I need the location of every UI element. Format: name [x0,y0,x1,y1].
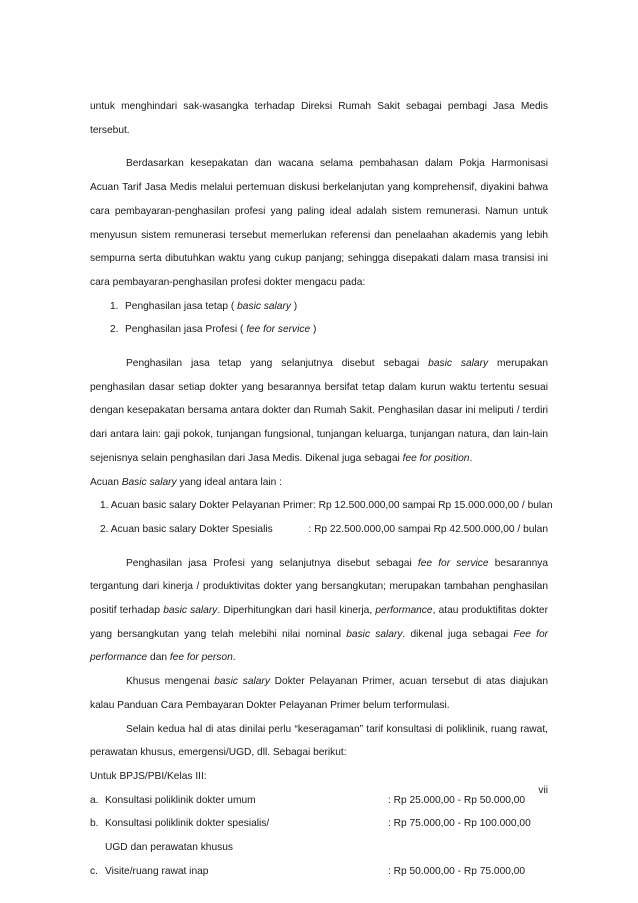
paragraph-khusus: Khusus mengenai basic salary Dokter Pelayanan Primer, acuan tersebut di atas diajukan kalau Panduan Cara Pembayaran Dokter Pelayanan Primer belum terformulasi. [90,676,548,711]
salary-row: 2. Acuan basic salary Dokter Spesialis : Rp 22.500.000,00 sampai Rp 42.500.000,00 / bulan [100,523,548,535]
list-item: 2. Penghasilan jasa Profesi ( fee for service ) [110,324,317,336]
paragraph-fee-for-service: Penghasilan jasa Profesi yang selanjutnya disebut sebagai fee for service besarannya tergantung dari kinerja / produktivitas dokter yang bersangkutan; merupakan tambahan penghasilan positif terhadap basic salary. Diperhitungkan dari hasil kinerja, performance, atau produktifitas dokter yang bersangkutan yang telah melebihi nilai nominal basic salary. dikenal juga sebagai Fee for performance dan fee for person. [90,557,548,664]
paragraph-kesepakatan: Berdasarkan kesepakatan dan wacana selama pembahasan dalam Pokja Harmonisasi Acuan Tarif Jasa Medis melalui pertemuan diskusi berkelanjutan yang komprehensif, diyakini bahwa cara pembayaran-penghasilan profesi yang paling ideal adalah sistem remunerasi. Namun untuk menyusun sistem remunerasi tersebut memerlukan referensi dan penelaahan akademis yang lebih sempurna serta dibutuhkan waktu yang cukup panjang; sehingga disepakati dalam masa transisi ini cara pembayaran-penghasilan profesi dokter mengacu pada: [90,158,548,288]
paragraph-intro: untuk menghindari sak-wasangka terhadap Direksi Rumah Sakit sebagai pembagi Jasa Medis tersebut. [90,101,548,136]
bpjs-heading: Untuk BPJS/PBI/Kelas III: [90,770,207,782]
tariff-row: b. Konsultasi poliklinik dokter spesialis/ : Rp 75.000,00 - Rp 100.000,00 [90,818,531,830]
list-item: 1. Penghasilan jasa tetap ( basic salary ) [110,300,298,312]
page-body [90,95,553,884]
page-number: vii [538,785,548,796]
acuan-heading: Acuan Basic salary yang ideal antara lain : [90,476,282,488]
paragraph-keseragaman: Selain kedua hal di atas dinilai perlu “keseragaman” tarif konsultasi di poliklinik, ruang rawat, perawatan khusus, emergensi/UGD, dll. Sebagai berikut: [90,723,548,759]
tariff-row: a. Konsultasi poliklinik dokter umum : Rp 25.000,00 - Rp 50.000,00 [90,794,526,806]
tariff-row-continuation: UGD dan perawatan khusus [105,842,233,854]
paragraph-basic-salary: Penghasilan jasa tetap yang selanjutnya disebut sebagai basic salary merupakan penghasilan dasar setiap dokter yang besarannya bersifat tetap dalam kurun waktu tertentu sesuai dengan kesepakatan bersama antara dokter dan Rumah Sakit. Penghasilan dasar ini meliputi / terdiri dari antara lain: gaji pokok, tunjangan fungsional, tunjangan keluarga, tunjangan natura, dan lain-lain sejenisnya selain penghasilan dari Jasa Medis. Dikenal juga sebagai fee for position. [90,358,548,464]
payment-method-list [90,295,548,342]
salary-row: 1. Acuan basic salary Dokter Pelayanan Primer : Rp 12.500.000,00 sampai Rp 15.000.000,00 / bulan [100,500,553,512]
tariff-row: c. Visite/ruang rawat inap : Rp 50.000,00 - Rp 75.000,00 [90,865,526,877]
